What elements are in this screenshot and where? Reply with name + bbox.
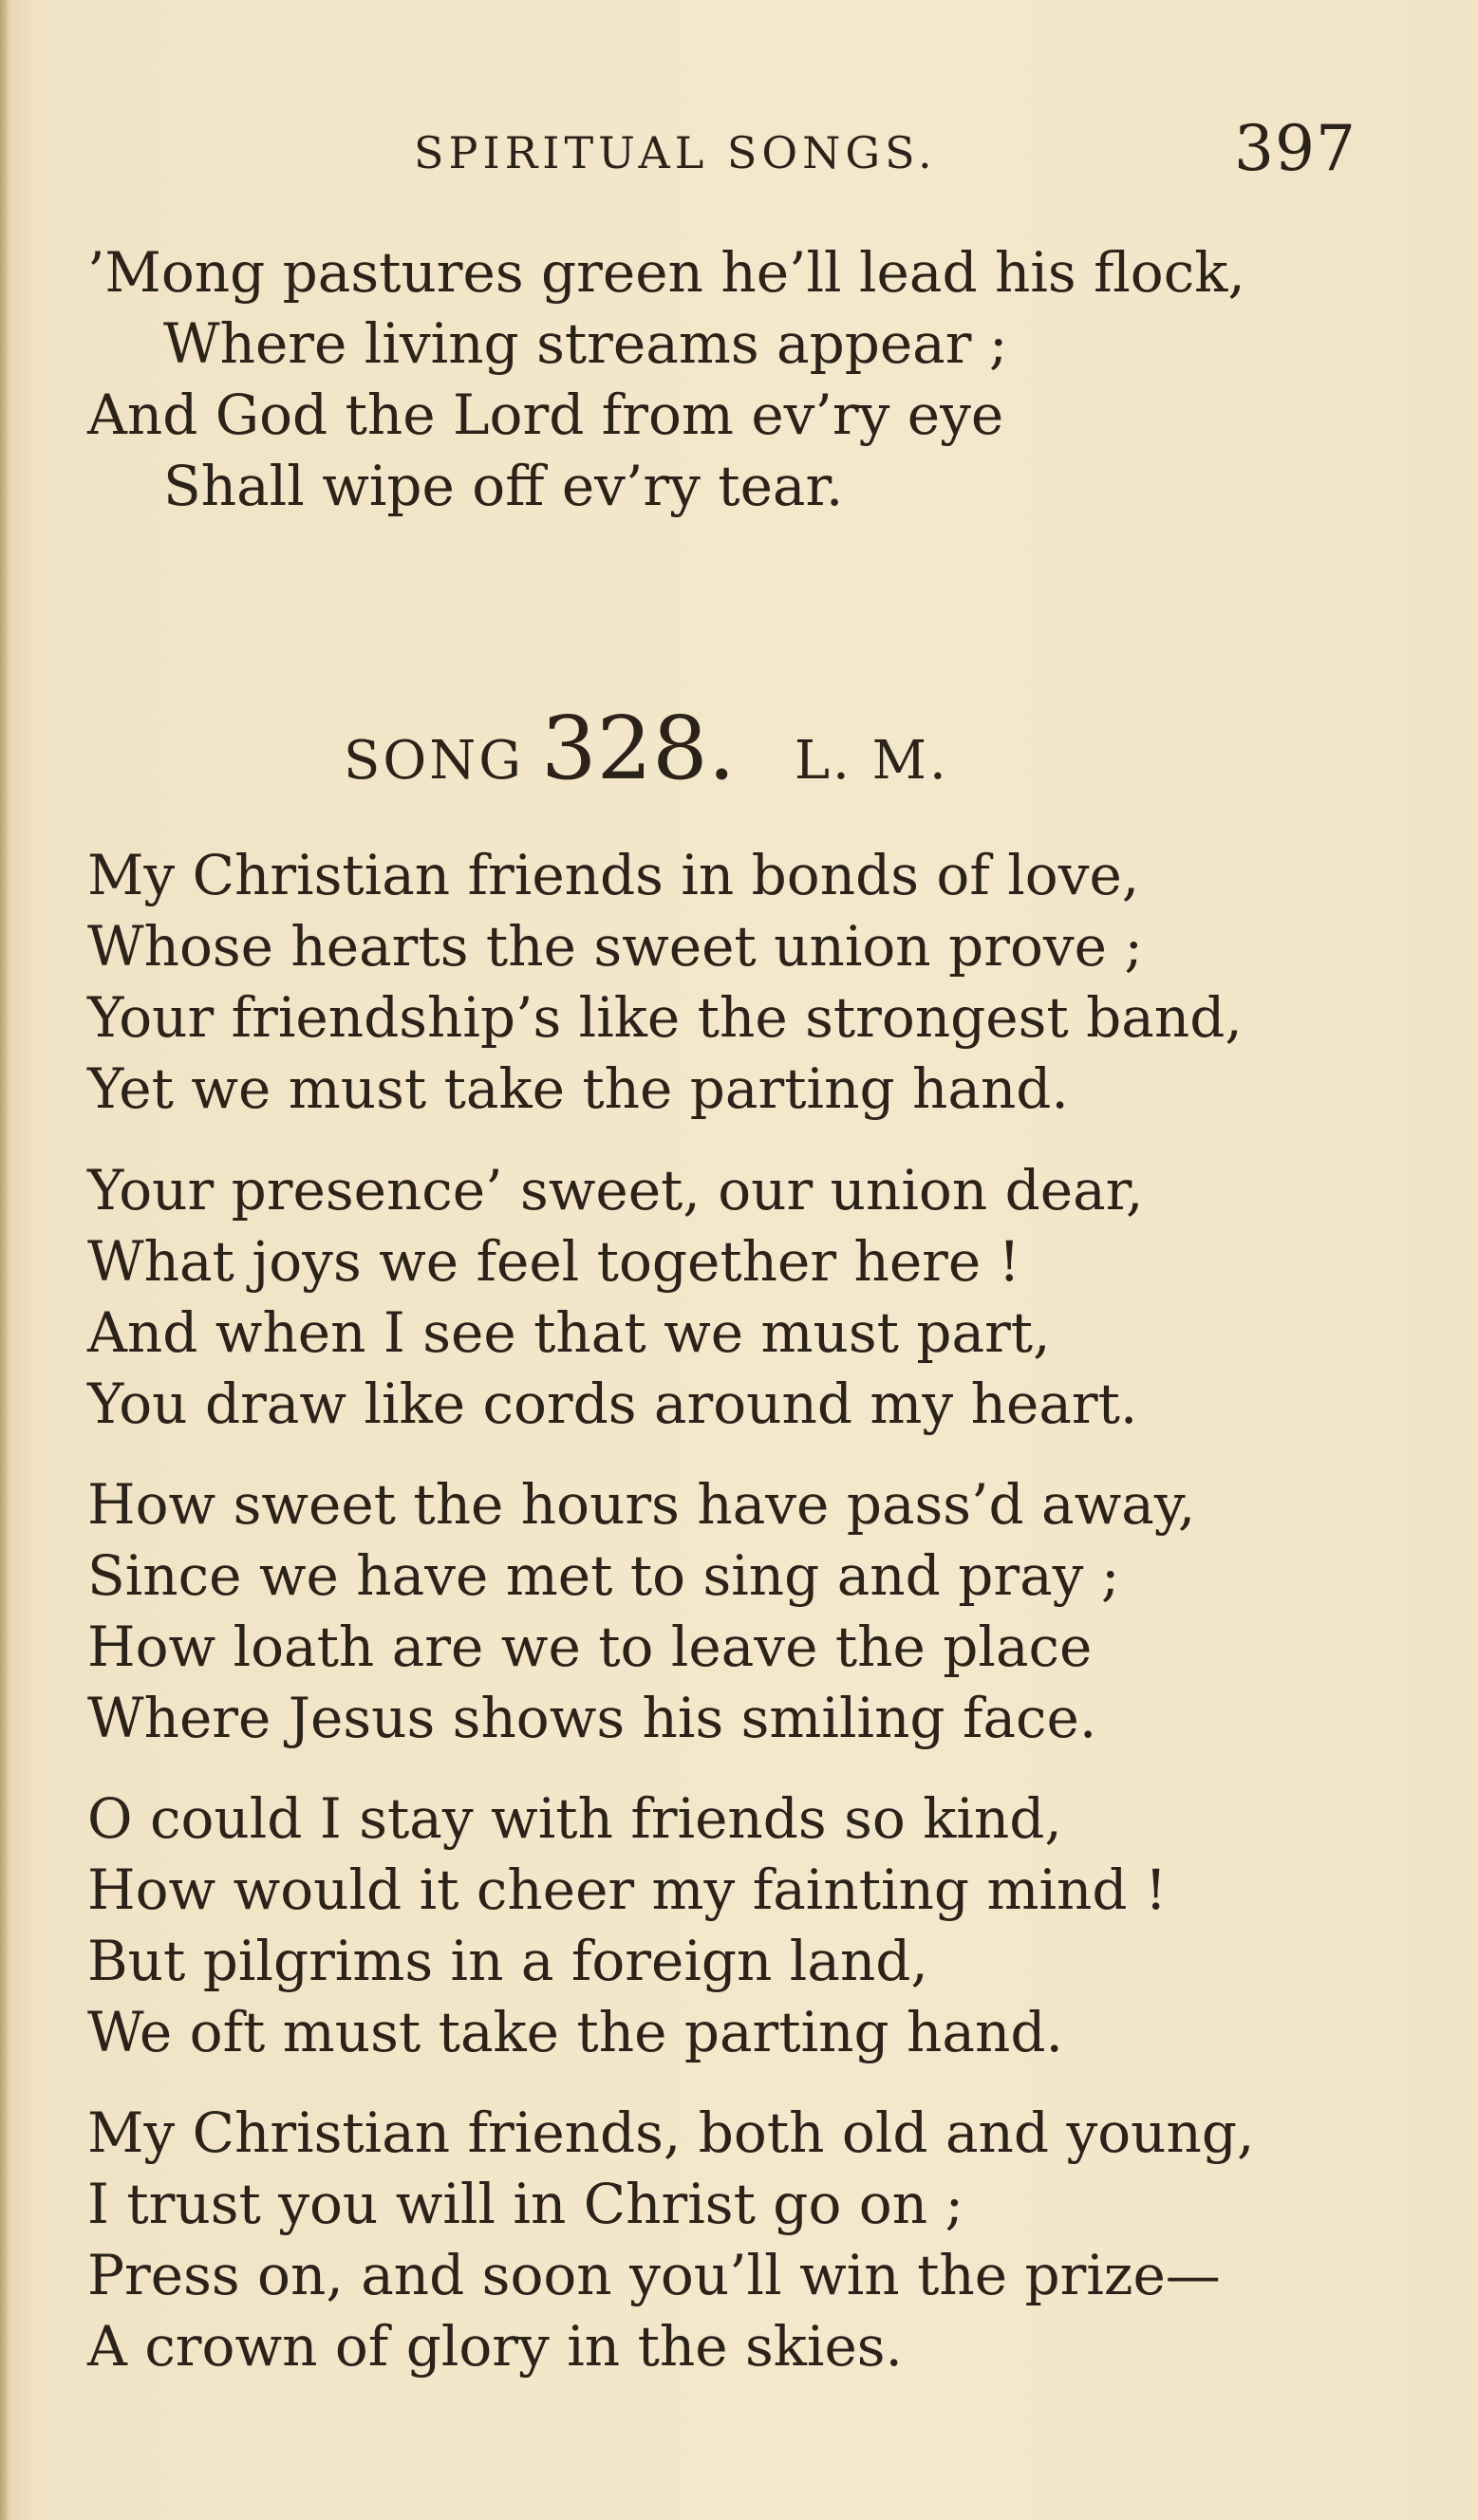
stanza-4 [87, 1783, 1416, 2068]
verse-line: Whose hearts the sweet union prove ; [87, 914, 1143, 979]
verse-line: We oft must take the parting hand. [87, 2000, 1063, 2064]
continuation-stanza [87, 237, 1416, 522]
verse-line: Yet we must take the parting hand. [87, 1056, 1069, 1121]
page-number: 397 [1234, 112, 1356, 185]
stanza-5 [87, 2098, 1416, 2382]
verse-line: Your presence’ sweet, our union dear, [87, 1158, 1144, 1223]
verse-line: Press on, and soon you’ll win the prize— [87, 2243, 1221, 2307]
song-label: SONG [344, 730, 525, 792]
stanza-1 [87, 840, 1416, 1125]
page-header [0, 112, 1478, 197]
verse-line: Since we have met to sing and pray ; [87, 1543, 1120, 1608]
verse-line: Where Jesus shows his smiling face. [87, 1686, 1097, 1750]
song-meter: L. M. [794, 730, 949, 792]
verse-line: How sweet the hours have pass’d away, [87, 1472, 1196, 1537]
running-title: SPIRITUAL SONGS. [414, 127, 937, 178]
verse-line: And God the Lord from ev’ry eye [87, 383, 1004, 447]
verse-line: Your friendship’s like the strongest band, [87, 985, 1243, 1050]
verse-line: How loath are we to leave the place [87, 1615, 1093, 1679]
verse-line: I trust you will in Christ go on ; [87, 2172, 964, 2236]
song-heading [344, 698, 1198, 802]
verse-line: What joys we feel together here ! [87, 1229, 1020, 1294]
stanza-2 [87, 1155, 1416, 1440]
verse-line: My Christian friends, both old and young, [87, 2100, 1255, 2165]
verse-line: ’Mong pastures green he’ll lead his flock, [87, 240, 1245, 305]
verse-line: Shall wipe off ev’ry tear. [163, 454, 844, 518]
verse-line: How would it cheer my fainting mind ! [87, 1857, 1168, 1922]
verse-line: And when I see that we must part, [87, 1300, 1051, 1365]
song-number: 328. [541, 698, 736, 799]
verse-line: O could I stay with friends so kind, [87, 1786, 1062, 1851]
page-edge-shadow [0, 0, 9, 2520]
verse-line: Where living streams appear ; [163, 311, 1008, 376]
stanza-3 [87, 1469, 1416, 1754]
verse-line: But pilgrims in a foreign land, [87, 1929, 928, 1993]
verse-line: A crown of glory in the skies. [87, 2314, 903, 2379]
verse-line: You draw like cords around my heart. [87, 1372, 1138, 1436]
verse-line: My Christian friends in bonds of love, [87, 843, 1140, 907]
